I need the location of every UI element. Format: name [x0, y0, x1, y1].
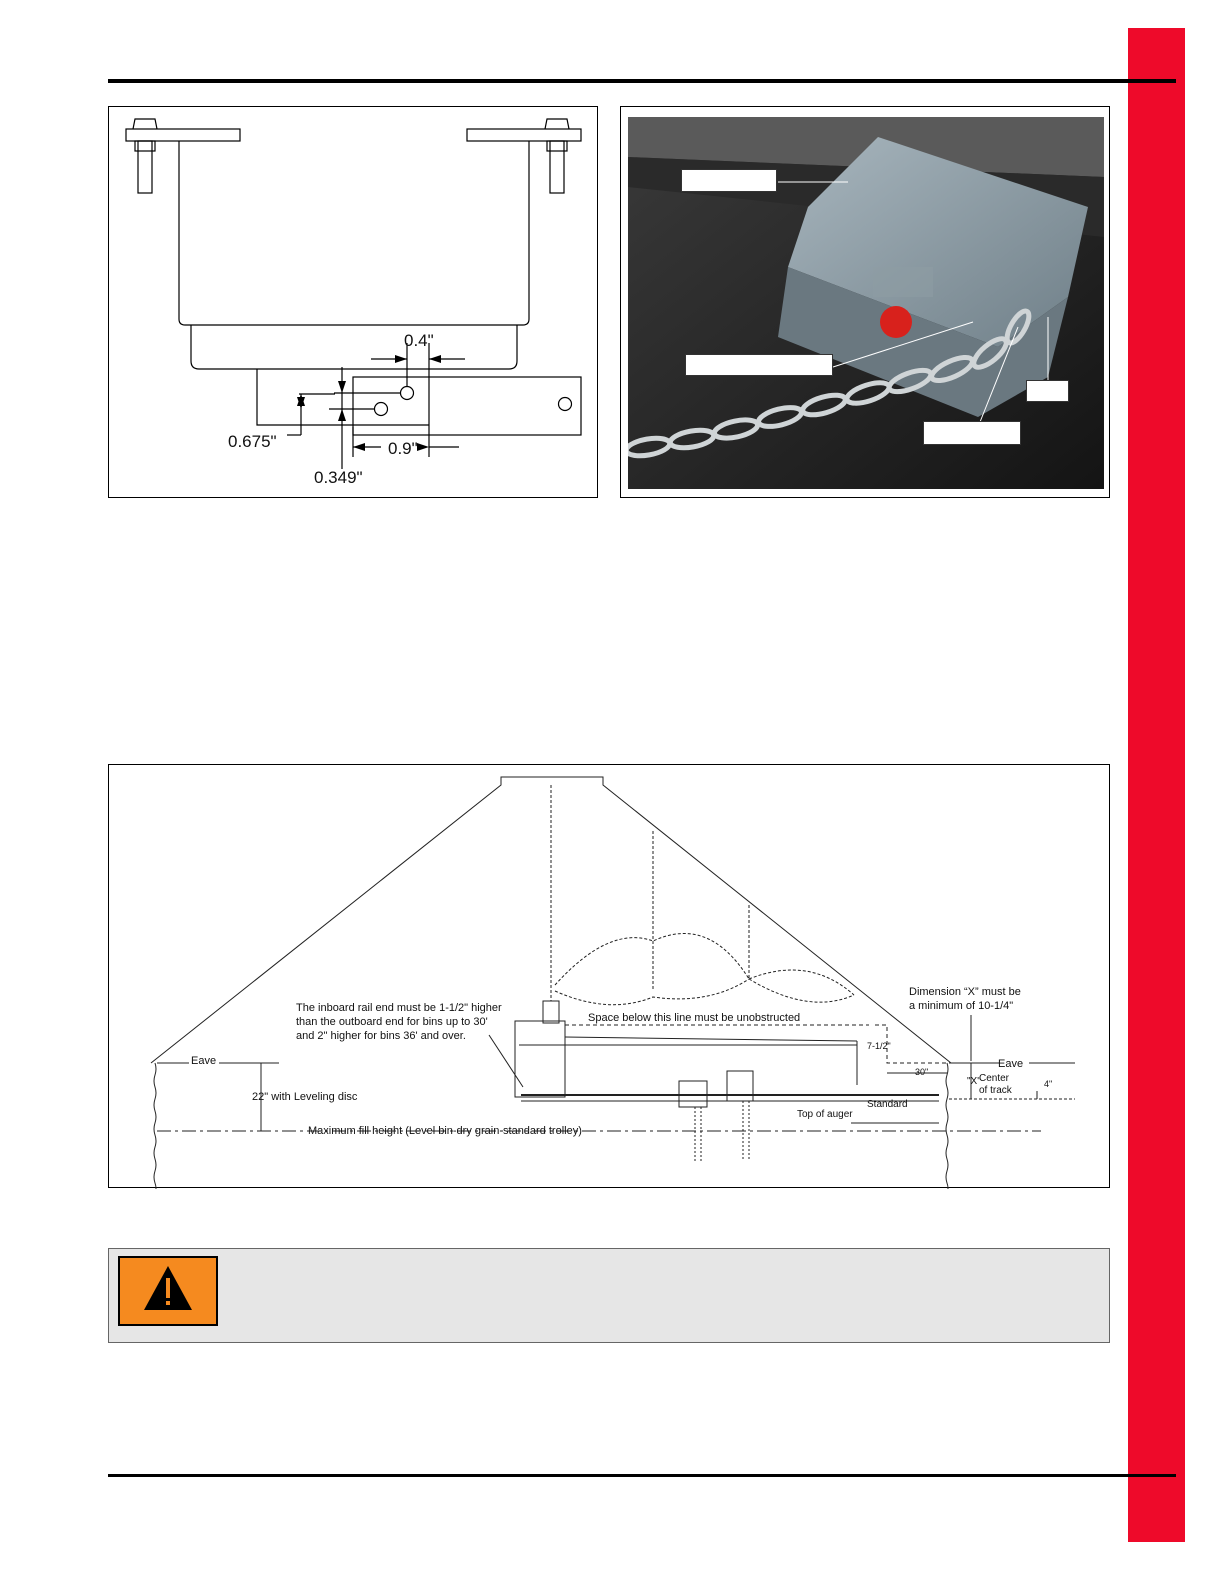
figure-bin-cross-section — [108, 764, 1110, 1188]
inboard-rail-note: The inboard rail end must be 1-1/2" higher than the outboard end for bins up to 30' and 2" higher for bins 36' and over. — [296, 1002, 502, 1042]
switch-dimension-drawing — [109, 107, 599, 499]
dim-7-half-label: 7-1/2" — [867, 1041, 891, 1051]
eave-right-label: Eave — [998, 1058, 1024, 1070]
figure-switch-photo — [620, 106, 1110, 498]
warning-triangle-icon — [118, 1256, 218, 1326]
figure-switch-dimensions — [108, 106, 598, 498]
unobstructed-note: Space below this line must be unobstructed — [588, 1012, 801, 1024]
callout-label-4 — [923, 421, 1021, 445]
center-of-track-label: Center of track — [979, 1073, 1012, 1096]
dimension-0-9: 0.9" — [388, 439, 418, 458]
dimension-0-4: 0.4" — [404, 331, 434, 350]
dim-4-label: 4" — [1044, 1079, 1053, 1089]
dimension-x-note: Dimension “X” must be a minimum of 10-1/4" — [909, 986, 1021, 1012]
dimension-0-349: 0.349" — [314, 468, 363, 487]
chapter-side-tab — [1128, 28, 1185, 1542]
footer-rule — [108, 1474, 1176, 1477]
leveling-label: 22" with Leveling disc — [252, 1091, 358, 1103]
top-of-auger-label: Top of auger — [797, 1109, 853, 1120]
dimension-0-675: 0.675" — [228, 432, 277, 451]
standard-label: Standard — [867, 1099, 908, 1110]
warning-box — [108, 1248, 1110, 1343]
eave-left-label: Eave — [191, 1055, 217, 1067]
x-label: "X" — [967, 1076, 981, 1087]
callout-label-2 — [685, 354, 833, 376]
header-rule — [108, 79, 1176, 83]
dim-30-label: 30" — [915, 1067, 929, 1077]
callout-label-1 — [681, 169, 777, 192]
callout-label-3 — [1026, 380, 1069, 402]
max-fill-label: Maximum fill height (Level bin-dry grain-standard trolley) — [308, 1125, 582, 1137]
bin-diagram — [109, 765, 1111, 1189]
